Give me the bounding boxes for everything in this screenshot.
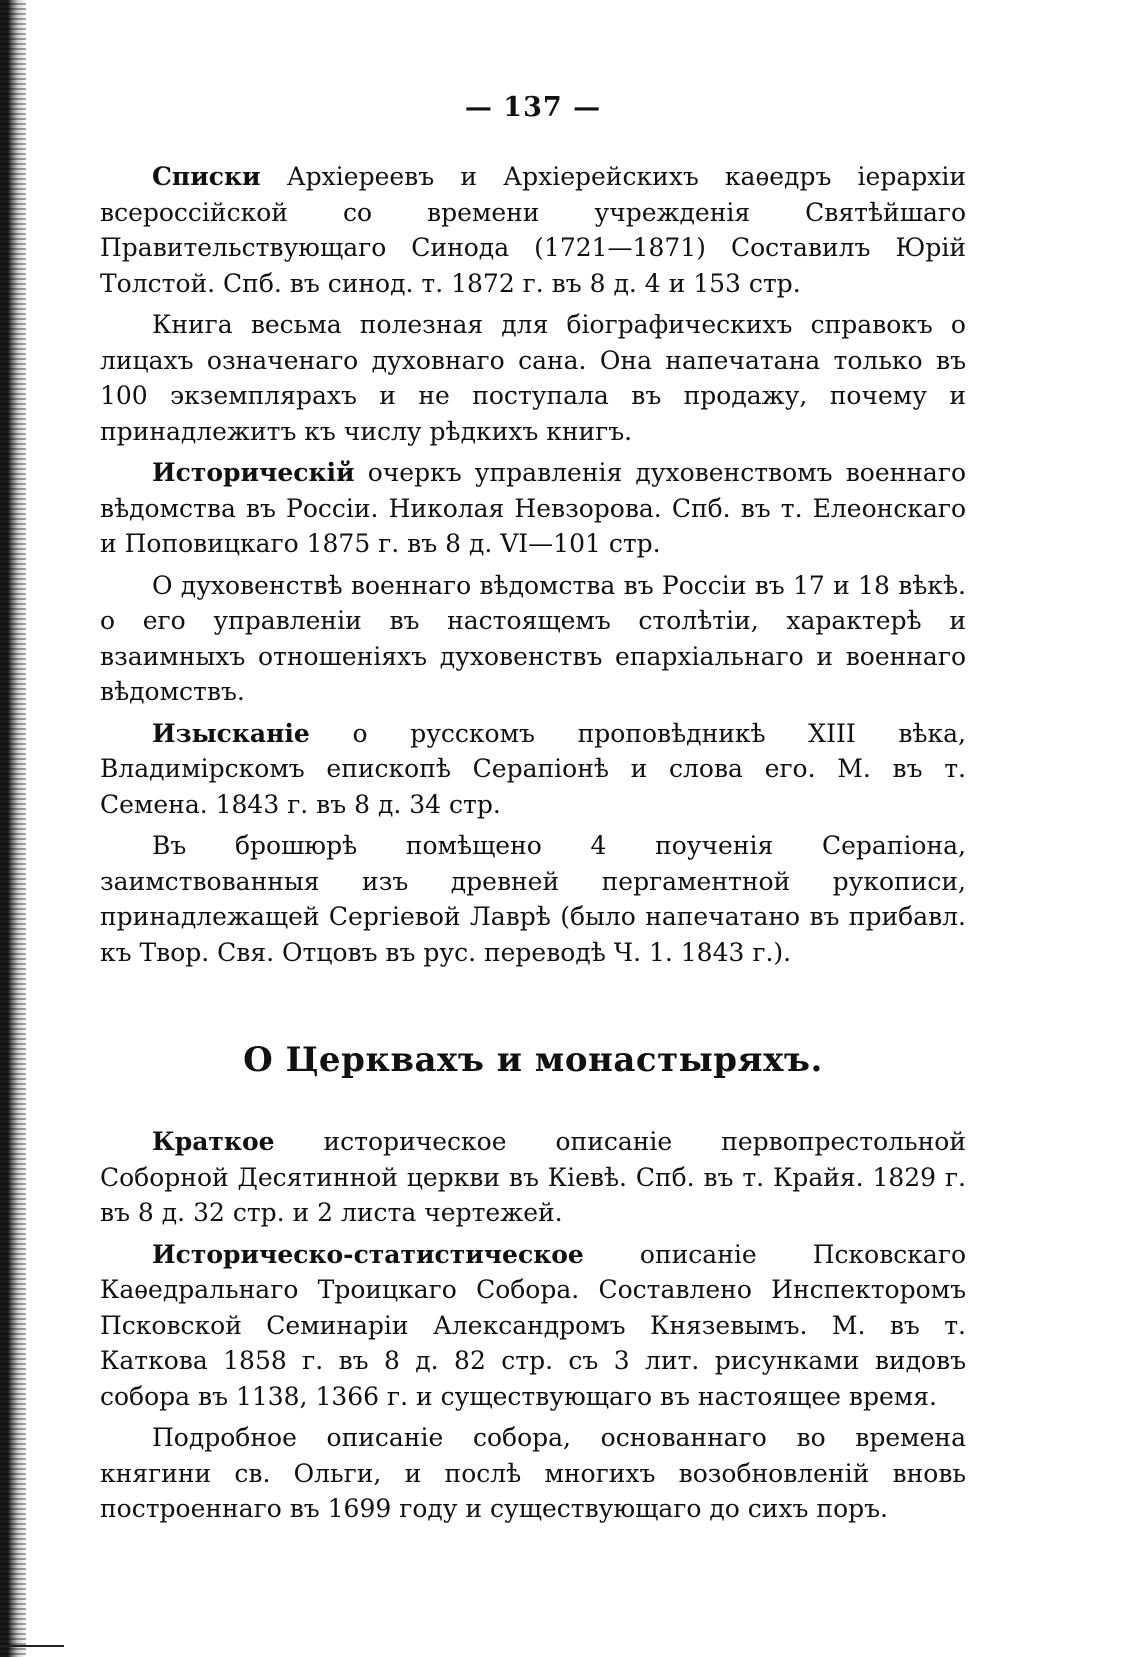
entry-text: Въ брошюрѣ помѣщено 4 поученія Серапіона, заимствованныя изъ древней пергаментной рукописи, принадлежащей Сергіевой Лаврѣ (было напечатано въ прибавл. къ Твор. Свя. Отцовъ въ рус. переводѣ Ч. 1. 1843 г.). (100, 831, 966, 967)
entry-text: Книга весьма полезная для біографическихъ справокъ о лицахъ означенаго духовнаго сана. Она напечатана только въ 100 экземплярахъ и не поступала въ продажу, почему и принадлежитъ къ числу рѣдкихъ книгъ. (100, 310, 966, 446)
book-page (100, 92, 966, 1533)
scan-binding-edge (0, 0, 26, 1657)
entry-paragraph (100, 455, 966, 562)
entry-lead: Краткое (152, 1127, 275, 1156)
entry-paragraph (100, 159, 966, 301)
entry-text: Архіереевъ и Архіерейскихъ каѳедръ іерархіи всероссійской со времени учрежденія Святѣйшаго Правительствующаго Синода (1721—1871) Составилъ Юрій Толстой. Спб. въ синод. т. 1872 г. въ 8 д. 4 и 153 стр. (100, 162, 966, 298)
entry-paragraph (100, 828, 966, 970)
entry-paragraph (100, 1124, 966, 1231)
entry-text: Подробное описаніе собора, основаннаго во времена княгини св. Ольги, и послѣ многихъ возобновленій вновь построеннаго въ 1699 году и существующаго до сихъ поръ. (100, 1423, 966, 1523)
entry-paragraph (100, 568, 966, 710)
entry-text: очеркъ управленія духовенствомъ военнаго вѣдомства въ Россіи. Николая Невзорова. Спб. въ т. Елеонскаго и Поповицкаго 1875 г. въ 8 д. VI—101 стр. (100, 458, 966, 558)
entry-text: историческое описаніе первопрестольной Соборной Десятинной церкви въ Кіевѣ. Спб. въ т. Крайя. 1829 г. въ 8 д. 32 стр. и 2 листа чертежей. (100, 1127, 966, 1227)
entry-lead: Историческо-статистическое (152, 1239, 584, 1269)
section-title: О Церквахъ и монастыряхъ. (243, 1040, 823, 1080)
page-number: — 137 — (464, 92, 602, 123)
entry-lead: Списки (152, 162, 261, 191)
scan-bottom-rule (0, 1645, 64, 1647)
entry-paragraph (100, 307, 966, 449)
entry-text: описаніе Псковскаго Каѳедральнаго Троицкаго Собора. Составлено Инспекторомъ Псковской Семинаріи Александромъ Князевымъ. М. въ т. Каткова 1858 г. въ 8 д. 82 стр. съ 3 лит. рисунками видовъ собора въ 1138, 1366 г. и существующаго въ настоящее время. (100, 1239, 966, 1411)
entry-text: о русскомъ проповѣдникѣ XIII вѣка, Владимірскомъ епископѣ Серапіонѣ и слова его. М. въ т. Семена. 1843 г. въ 8 д. 34 стр. (100, 718, 966, 819)
entry-paragraph (100, 1237, 966, 1415)
entry-text: О духовенствѣ военнаго вѣдомства въ Россіи въ 17 и 18 вѣкѣ. о его управленіи въ настоящемъ столѣтіи, характерѣ и взаимныхъ отношеніяхъ духовенствъ епархіальнаго и военнаго вѣдомствъ. (100, 570, 966, 706)
entry-paragraph (100, 1420, 966, 1527)
entry-paragraph (100, 716, 966, 823)
entry-lead: Историческій (152, 458, 355, 487)
entry-lead: Изысканіе (152, 718, 310, 748)
